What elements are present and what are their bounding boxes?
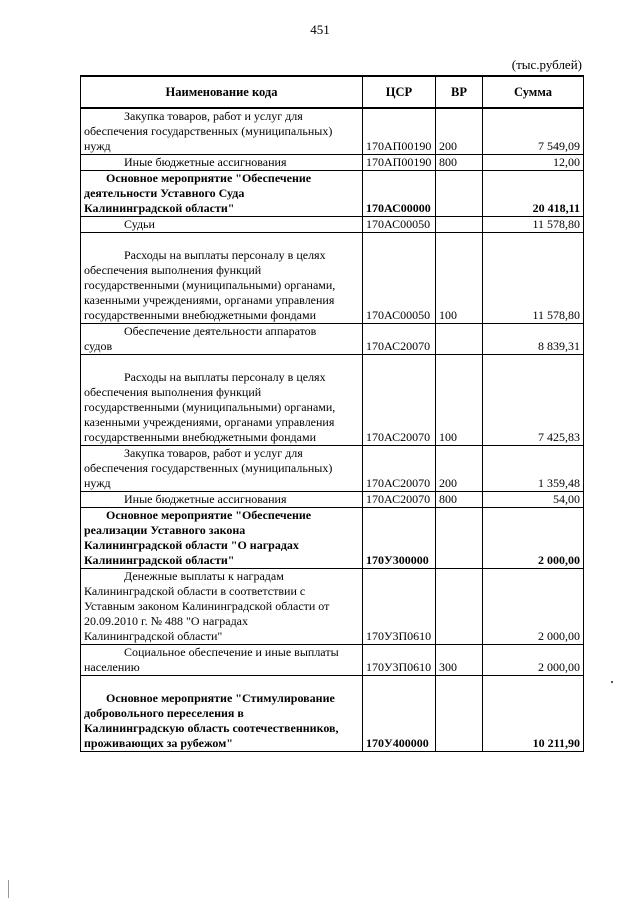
row-sum: 8 839,31 [483,324,584,355]
header-csr: ЦСР [363,76,436,108]
row-name-line: государственными внебюджетными фондами [84,308,317,322]
table-row [81,645,584,676]
row-csr: 170АС00050 [363,217,436,233]
row-sum: 54,00 [483,492,584,508]
row-name-line: реализации Уставного закона [84,523,246,537]
row-name [81,217,363,233]
row-vr [436,217,483,233]
row-vr: 800 [436,155,483,171]
row-name-line: судов [84,339,113,353]
row-name-line: Калининградской области "О наградах [84,538,299,552]
budget-table [80,75,584,752]
row-csr: 170АС00050 [363,233,436,324]
row-csr: 170АС20070 [363,355,436,446]
table-header-row [81,76,584,108]
row-sum: 7 549,09 [483,108,584,155]
table-row [81,492,584,508]
row-name-line: нужд [84,139,111,153]
row-csr: 170АП00190 [363,108,436,155]
row-sum: 11 578,80 [483,217,584,233]
table-row [81,569,584,645]
row-name-line: Уставным законом Калининградской области от [84,599,330,613]
row-vr [436,569,483,645]
row-name-line: Закупка товаров, работ и услуг для [124,446,303,460]
header-vr: ВР [436,76,483,108]
row-name [81,676,363,752]
table-row [81,155,584,171]
row-csr: 170АС20070 [363,492,436,508]
row-vr: 300 [436,645,483,676]
row-vr [436,171,483,217]
row-name-line: обеспечения выполнения функций [84,385,262,399]
row-name-line: государственными (муниципальными) органами, [84,278,336,292]
row-csr: 170У3П0610 [363,569,436,645]
blank-line [84,355,359,370]
row-vr: 200 [436,108,483,155]
row-name-line: казенными учреждениями, органами управления [84,415,335,429]
row-sum: 10 211,90 [483,676,584,752]
row-csr: 170АС00000 [363,171,436,217]
row-csr: 170АП00190 [363,155,436,171]
table-row [81,676,584,752]
row-name [81,108,363,155]
table-row [81,355,584,446]
row-name-line: деятельности Уставного Суда [84,186,245,200]
table-row [81,324,584,355]
row-name-line: Калининградскую область соотечественников, [84,721,339,735]
row-vr [436,676,483,752]
row-name [81,569,363,645]
row-name [81,508,363,569]
row-name-line: Калининградской области" [84,553,235,567]
row-name-line: обеспечения государственных (муниципальных) [84,461,333,475]
row-name [81,446,363,492]
row-name-line: Иные бюджетные ассигнования [124,492,287,506]
table-row [81,508,584,569]
row-name-line: Калининградской области" [84,201,235,215]
row-name-line: населению [84,660,140,674]
row-name-line: нужд [84,476,111,490]
row-name-line: Основное мероприятие "Обеспечение [106,171,312,185]
blank-line [84,233,359,248]
table-row [81,233,584,324]
row-name-line: Иные бюджетные ассигнования [124,155,287,169]
row-name-line: казенными учреждениями, органами управления [84,293,335,307]
scan-edge-mark [8,880,9,898]
row-sum: 2 000,00 [483,508,584,569]
row-vr: 800 [436,492,483,508]
row-name [81,155,363,171]
row-name-line: Калининградской области" [84,629,223,643]
row-name [81,171,363,217]
header-sum: Сумма [483,76,584,108]
row-name-line: Закупка товаров, работ и услуг для [124,109,303,123]
row-vr: 100 [436,233,483,324]
row-name [81,324,363,355]
row-name [81,233,363,324]
row-csr: 170АС20070 [363,324,436,355]
row-name-line: Расходы на выплаты персоналу в целях [124,248,326,262]
header-name: Наименование кода [81,76,363,108]
table-row [81,446,584,492]
row-sum: 12,00 [483,155,584,171]
row-csr: 170АС20070 [363,446,436,492]
row-csr: 170У300000 [363,508,436,569]
table-row [81,171,584,217]
table-body [81,108,584,752]
row-name-line: 20.09.2010 г. № 488 "О наградах [84,614,249,628]
scan-speck [611,681,613,683]
row-name-line: Расходы на выплаты персоналу в целях [124,370,326,384]
table-row [81,108,584,155]
row-name-line: Калининградской области в соответствии с [84,584,306,598]
row-name-line: Социальное обеспечение и иные выплаты [124,645,339,659]
row-sum: 20 418,11 [483,171,584,217]
row-vr: 200 [436,446,483,492]
row-name-line: государственными внебюджетными фондами [84,430,317,444]
row-name [81,645,363,676]
row-name-line: добровольного переселения в [84,706,244,720]
row-sum: 11 578,80 [483,233,584,324]
row-name-line: Денежные выплаты к наградам [124,569,284,583]
row-name-line: государственными (муниципальными) органами, [84,400,336,414]
row-vr [436,324,483,355]
row-sum: 7 425,83 [483,355,584,446]
row-csr: 170У400000 [363,676,436,752]
row-name-line: обеспечения государственных (муниципальных) [84,124,333,138]
row-name-line: обеспечения выполнения функций [84,263,262,277]
row-name-line: Обеспечение деятельности аппаратов [124,324,317,338]
table-row [81,217,584,233]
row-sum: 2 000,00 [483,569,584,645]
row-vr [436,508,483,569]
row-sum: 1 359,48 [483,446,584,492]
page-number: 451 [310,22,330,37]
row-name-line: Судьи [124,217,155,231]
row-sum: 2 000,00 [483,645,584,676]
row-name-line: Основное мероприятие "Стимулирование [106,691,335,705]
row-csr: 170У3П0610 [363,645,436,676]
row-vr: 100 [436,355,483,446]
units-label: (тыс.рублей) [511,57,582,72]
row-name-line: Основное мероприятие "Обеспечение [106,508,312,522]
row-name-line: проживающих за рубежом" [84,736,233,750]
blank-line [84,676,359,691]
row-name [81,355,363,446]
row-name [81,492,363,508]
